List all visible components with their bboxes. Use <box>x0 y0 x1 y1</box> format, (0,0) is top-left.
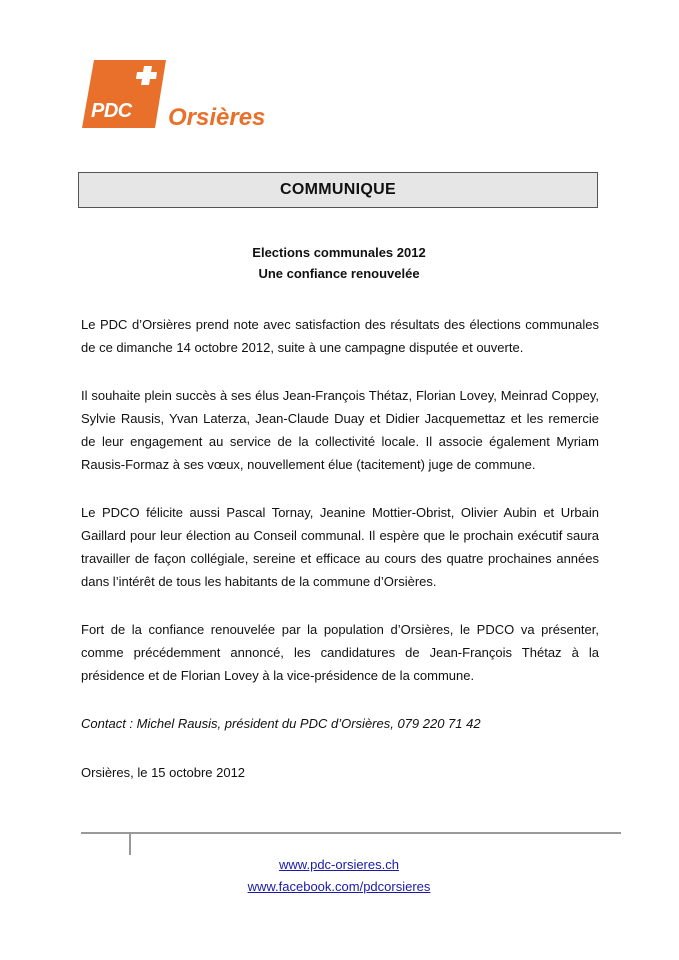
paragraph: Le PDC d’Orsières prend note avec satisfaction des résultats des élections communales de ce dimanche 14 octobre 2012, suite à une campagne disputée et ouverte. <box>81 317 599 355</box>
press-release-body <box>81 313 599 809</box>
section-name: Orsières <box>168 104 266 131</box>
headline: Elections communales 2012 <box>252 245 426 260</box>
pdc-logo <box>82 60 282 140</box>
press-release-headings <box>80 242 598 284</box>
paragraph: Fort de la confiance renouvelée par la population d’Orsières, le PDCO va présenter, comme précédemment annoncé, les candidatures de Jean-François Thétaz à la présidence et de Florian Lovey à la vice-présidence de la commune. <box>81 622 599 683</box>
contact-line: Contact : Michel Rausis, président du PDC d’Orsières, 079 220 71 42 <box>81 716 481 731</box>
facebook-link[interactable]: www.facebook.com/pdcorsieres <box>247 879 431 894</box>
communique-banner <box>78 172 598 208</box>
dateline: Orsières, le 15 octobre 2012 <box>81 765 246 780</box>
logo-pdc-text: PDC <box>91 100 132 122</box>
website-link[interactable]: www.pdc-orsieres.ch <box>279 857 399 872</box>
footer-divider-tick <box>129 833 131 855</box>
footer-links <box>80 854 598 898</box>
footer-divider <box>81 832 621 834</box>
paragraph: Il souhaite plein succès à ses élus Jean-François Thétaz, Florian Lovey, Meinrad Coppey, Sylvie Rausis, Yvan Laterza, Jean-Claude Duay et Didier Jacquemettaz et les remercie de leur engagement au service de la collectivité locale. Il associe également Myriam Rausis-Formaz à ses vœux, nouvellement élue (tacitement) juge de commune. <box>81 388 599 472</box>
subheadline: Une confiance renouvelée <box>258 266 420 281</box>
paragraph: Le PDCO félicite aussi Pascal Tornay, Jeanine Mottier-Obrist, Olivier Aubin et Urbain Gaillard pour leur élection au Conseil communal. Il espère que le prochain exécutif saura travailler de façon collégiale, sereine et efficace au cours des quatre prochaines années dans l’intérêt de tous les habitants de la commune d’Orsières. <box>81 505 599 589</box>
banner-title: COMMUNIQUE <box>280 181 396 198</box>
